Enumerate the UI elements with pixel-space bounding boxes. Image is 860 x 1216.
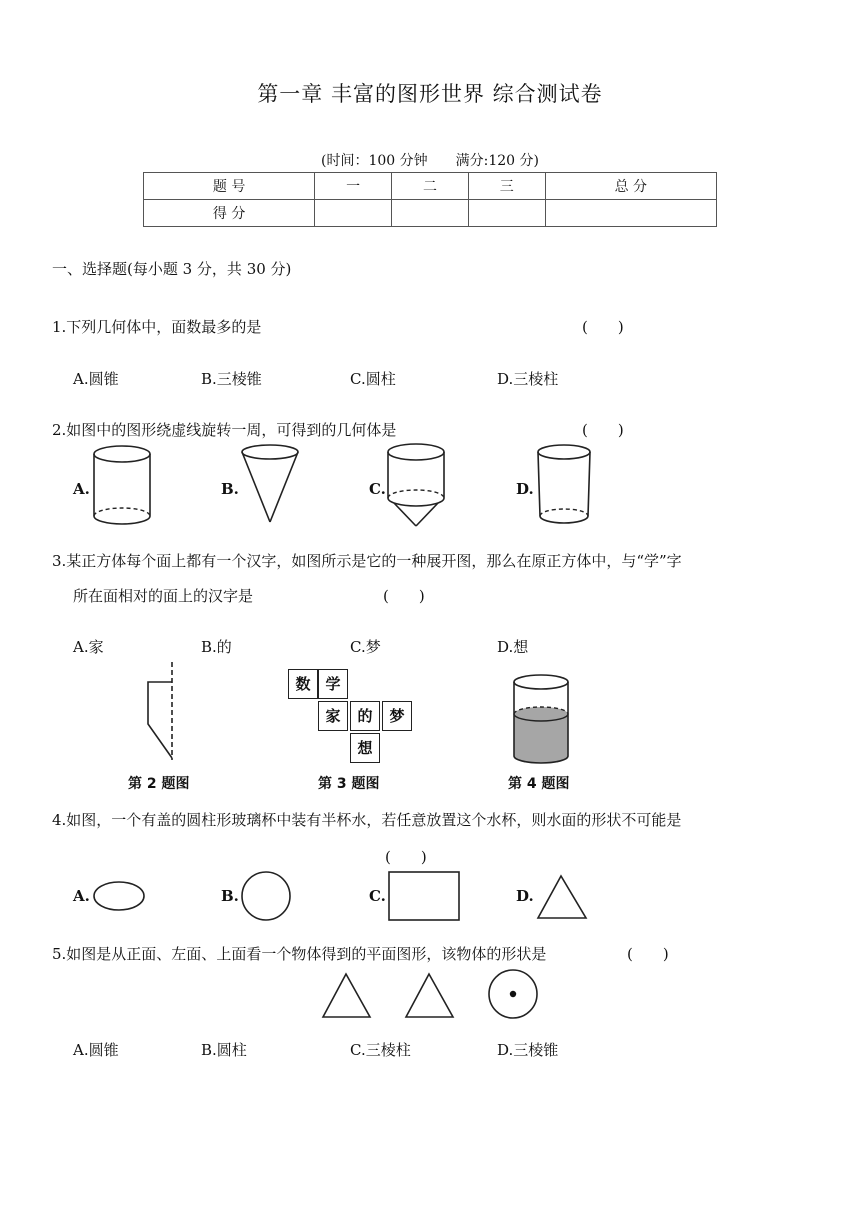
score-cell: 三 bbox=[468, 173, 545, 200]
q5-stem: 5.如图是从正面、左面、上面看一个物体得到的平面图形，该物体的形状是 bbox=[52, 945, 547, 963]
q5-top-view-circle-dot-icon bbox=[487, 968, 541, 1022]
q1-option-c: C.圆柱 bbox=[350, 370, 396, 388]
q3-stem-line1: 3.某正方体每个面上都有一个汉字，如图所示是它的一种展开图，那么在原正方体中，与“学”字 bbox=[52, 552, 682, 570]
q4-option-a-label: A. bbox=[73, 887, 90, 905]
score-input-cell[interactable] bbox=[315, 200, 392, 227]
q5-option-b: B.圆柱 bbox=[201, 1041, 247, 1059]
q5-option-d: D.三棱锥 bbox=[497, 1041, 559, 1059]
q3-option-b: B.的 bbox=[201, 638, 232, 656]
q3-answer-paren[interactable]: ( ) bbox=[383, 587, 425, 605]
q4-option-c-rectangle-icon bbox=[388, 870, 462, 924]
q1-option-a: A.圆锥 bbox=[73, 370, 119, 388]
fig2-caption: 第 2 题图 bbox=[128, 776, 190, 792]
q3-stem-line2: 所在面相对的面上的汉字是 bbox=[73, 587, 254, 605]
q5-option-a: A.圆锥 bbox=[73, 1041, 119, 1059]
q4-option-d-label: D. bbox=[516, 887, 534, 905]
net-cell: 数 bbox=[288, 669, 318, 699]
q1-stem: 1.下列几何体中，面数最多的是 bbox=[52, 318, 262, 336]
q4-stem: 4.如图，一个有盖的圆柱形玻璃杯中装有半杯水，若任意放置这个水杯，则水面的形状不可能是 bbox=[52, 811, 682, 829]
score-table bbox=[143, 172, 717, 227]
q2-option-a-label: A. bbox=[73, 480, 90, 498]
q4-option-d-triangle-icon bbox=[536, 874, 592, 922]
q4-option-c-label: C. bbox=[369, 887, 386, 905]
q3-option-a: A.家 bbox=[73, 638, 104, 656]
q4-option-b-label: B. bbox=[221, 887, 239, 905]
q4-option-a-ellipse-icon bbox=[92, 878, 148, 914]
q2-option-d-label: D. bbox=[516, 480, 534, 498]
q2-option-d-frustum-icon bbox=[534, 440, 604, 530]
score-cell: 二 bbox=[392, 173, 469, 200]
q1-answer-paren[interactable]: ( ) bbox=[582, 318, 624, 336]
q3-option-d: D.想 bbox=[497, 638, 529, 656]
q2-answer-paren[interactable]: ( ) bbox=[582, 421, 624, 439]
fig4-water-glass-icon bbox=[508, 672, 578, 772]
q5-front-view-triangle-icon bbox=[321, 972, 373, 1020]
score-input-cell[interactable] bbox=[468, 200, 545, 227]
score-cell: 一 bbox=[315, 173, 392, 200]
q2-option-a-cylinder-icon bbox=[90, 440, 160, 530]
score-table-header-row bbox=[144, 173, 717, 200]
q2-option-b-label: B. bbox=[221, 480, 239, 498]
q1-option-b: B.三棱锥 bbox=[201, 370, 262, 388]
net-cell: 想 bbox=[350, 733, 380, 763]
q1-option-d: D.三棱柱 bbox=[497, 370, 559, 388]
fig4-caption: 第 4 题图 bbox=[508, 776, 570, 792]
exam-info: (时间：100 分钟 满分:120 分) bbox=[321, 153, 539, 169]
score-input-cell[interactable] bbox=[392, 200, 469, 227]
section-heading: 一、选择题(每小题 3 分，共 30 分) bbox=[52, 260, 292, 278]
score-cell: 题 号 bbox=[144, 173, 315, 200]
q2-option-c-label: C. bbox=[369, 480, 386, 498]
score-input-cell[interactable] bbox=[545, 200, 716, 227]
net-cell: 梦 bbox=[382, 701, 412, 731]
q5-left-view-triangle-icon bbox=[404, 972, 456, 1020]
fig3-caption: 第 3 题图 bbox=[318, 776, 380, 792]
net-cell: 家 bbox=[318, 701, 348, 731]
q2-option-b-cone-icon bbox=[238, 440, 308, 530]
net-cell: 学 bbox=[318, 669, 348, 699]
q4-answer-paren[interactable]: ( ) bbox=[385, 848, 427, 866]
score-cell: 总 分 bbox=[545, 173, 716, 200]
score-cell: 得 分 bbox=[144, 200, 315, 227]
score-table-score-row bbox=[144, 200, 717, 227]
fig2-rotation-shape-icon bbox=[140, 660, 190, 765]
q5-answer-paren[interactable]: ( ) bbox=[627, 945, 669, 963]
net-cell: 的 bbox=[350, 701, 380, 731]
q2-stem: 2.如图中的图形绕虚线旋转一周，可得到的几何体是 bbox=[52, 421, 397, 439]
page-title: 第一章 丰富的图形世界 综合测试卷 bbox=[257, 82, 603, 106]
q2-option-c-cylinder-cone-icon bbox=[386, 440, 456, 540]
q3-option-c: C.梦 bbox=[350, 638, 381, 656]
q4-option-b-circle-icon bbox=[240, 871, 296, 923]
q5-option-c: C.三棱柱 bbox=[350, 1041, 411, 1059]
